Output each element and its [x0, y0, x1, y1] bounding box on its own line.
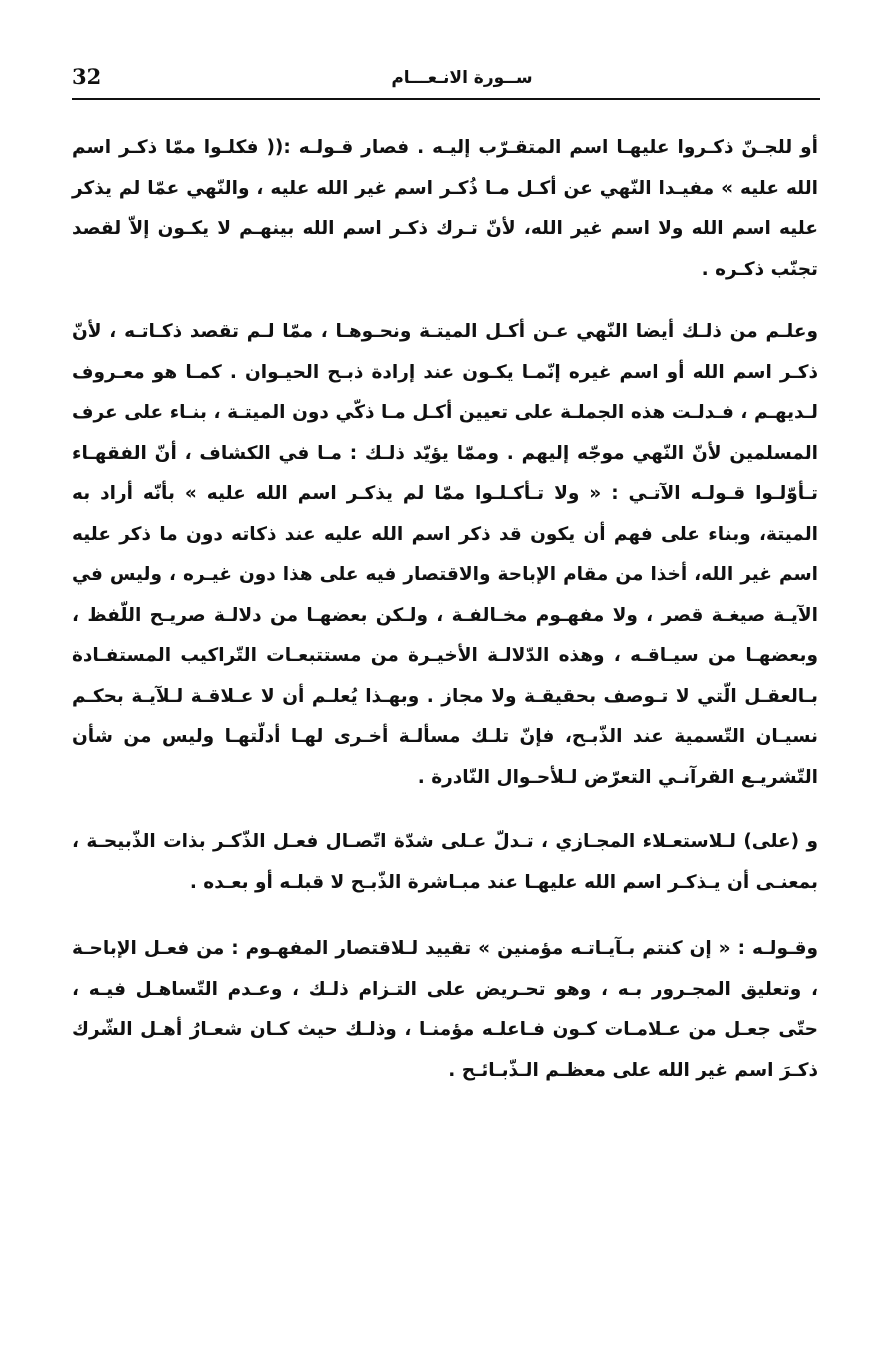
- body-text: [72, 128, 818, 1091]
- page-number: 32: [72, 64, 102, 89]
- page-header: [72, 62, 820, 102]
- running-title: ســورة الانـعـــام: [391, 68, 533, 88]
- paragraph-3: و (على) لـلاستعـلاء المجـازي ، تـدلّ عـلى شدّة اتّصـال فعـل الذّكـر بذات الذّبيحـة ، بمعنـى أن يـذكـر اسم الله عليهـا عند مبـاشرة الذّبـح لا قبلـه أو بعـده .: [72, 831, 818, 893]
- paragraph-2: وعلـم من ذلـك أيضا النّهي عـن أكـل الميتـة ونحـوهـا ، ممّا لـم تقصد ذكـاتـه ، لأنّ ذكـر اسم الله أو اسم غيره إنّمـا يكـون عند إرادة ذبـح الحيـوان . كمـا هو معـروف لـديهـم ، فـدلـت هذه الجملـة على تعيين أكـل مـا ذكّي دون الميتـة ، بنـاء على عرف المسلمين لأنّ النّهي موجّه إليهم . وممّا يؤيّد ذلـك : مـا في الكشاف ، أنّ الفقهـاء تـأوّلـوا قـولـه الآتـي : « ولا تـأكـلـوا ممّا لم يذكـر اسم الله عليه » بأنّه أراد به الميتة، وبناء على فهم أن يكون قد ذكر اسم الله عليه عند ذكاته دون ما ذكر عليه اسم غير الله، أخذا من مقام الإباحة والاقتصار فيه على هذا دون غيـره ، وليس في الآيـة صيغـة قصر ، ولا مفهـوم مخـالفـة ، ولـكن بعضهـا من دلالـة صريـح اللّفظ ، وبعضهـا من سيـاقـه ، وهذه الدّلالـة الأخيـرة من مستتبعـات التّراكيب المستفـادة بـالعقـل الّتي لا تـوصف بحقيقـة ولا مجاز . وبهـذا يُعلـم أن لا عـلاقـة لـلآيـة بحكـم نسيـان التّسمية عند الذّبـح، فإنّ تلـك مسألـة أخـرى لهـا أدلّتهـا وليس من شأن التّشريـع القرآنـي التعرّض لـلأحـوال النّادرة .: [72, 321, 818, 788]
- header-rule: [72, 98, 820, 100]
- paragraph-1: أو للجـنّ ذكـروا عليهـا اسم المتقـرّب إليـه . فصار قـولـه :(( فكلـوا ممّا ذكـر اسم الله عليه » مفيـدا النّهي عن أكـل مـا ذُكـر اسم غير الله عليه ، والنّهي عمّا لم يذكر عليه اسم الله ولا اسم غير الله، لأنّ تـرك ذكـر اسم الله بينهـم لا يكـون إلاّ لقصد تجنّب ذكـره .: [72, 137, 818, 280]
- paragraph-4: وقـولـه : « إن كنتم بـآيـاتـه مؤمنين » تقييد لـلاقتصار المفهـوم : من فعـل الإباحـة ، وتعليق المجـرور بـه ، وهو تحـريض على التـزام ذلـك ، وعـدم التّساهـل فيـه ، حتّى جعـل من عـلامـات كـون فـاعلـه مؤمنـا ، وذلـك حيث كـان شعـارُ أهـل الشّرك ذكـرَ اسم غير الله على معظـم الـذّبـائـح .: [72, 938, 818, 1081]
